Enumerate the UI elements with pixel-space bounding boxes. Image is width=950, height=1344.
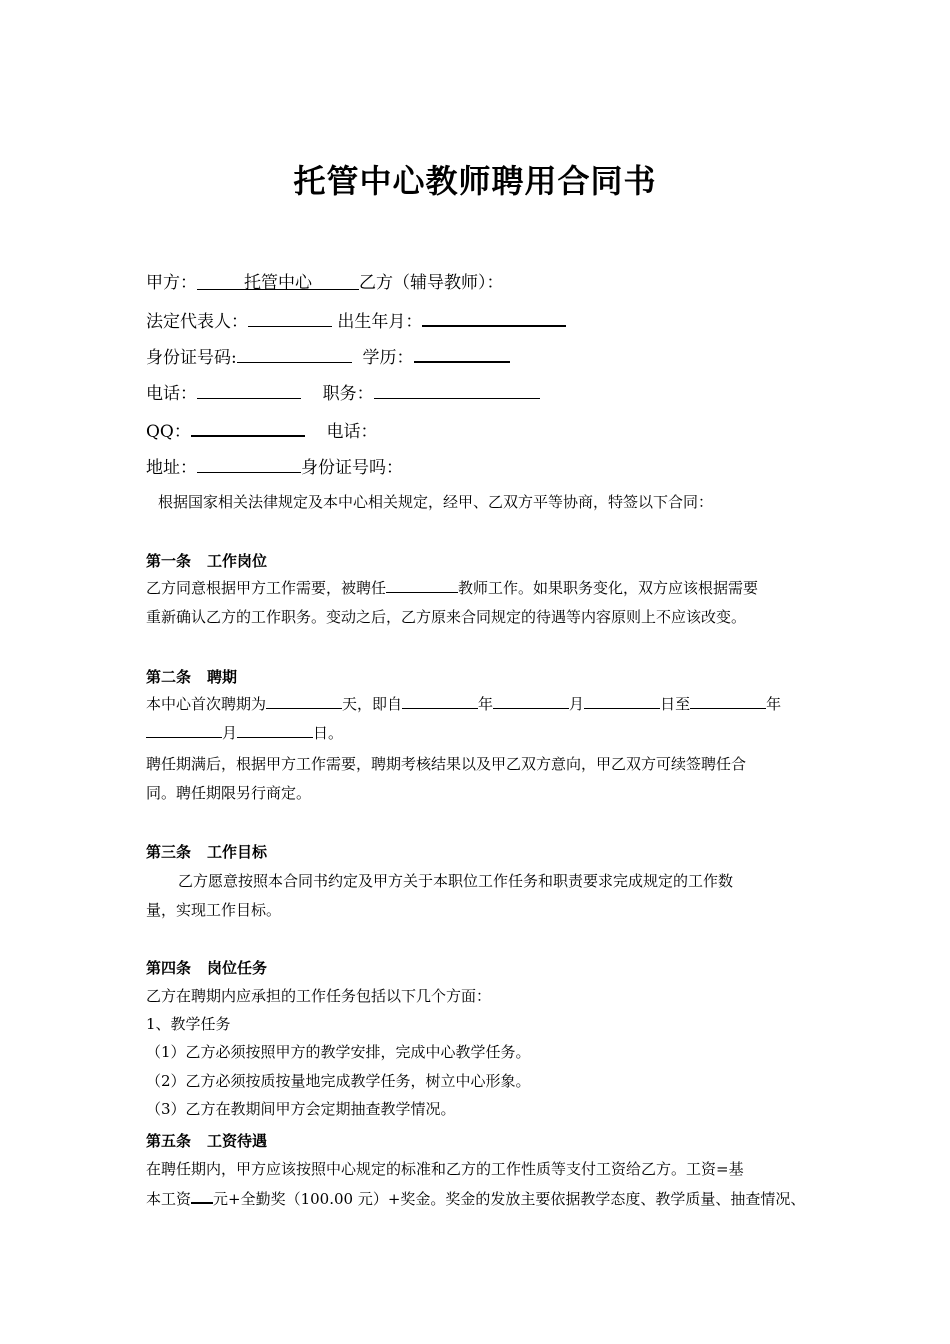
article2-line2	[146, 721, 343, 745]
article1-text-b: 教师工作。如果职务变化，双方应该根据需要	[458, 579, 759, 597]
legal-rep-line	[146, 307, 566, 334]
article4-number: 第四条	[146, 959, 192, 977]
article5-text-b: 元+全勤奖（100.00 元）+奖金。奖金的发放主要依据教学态度、教学质量、抽查情况、	[213, 1190, 806, 1208]
legal-rep-label: 法定代表人：	[146, 312, 248, 332]
article2-line4: 同。聘任期限另行商定。	[146, 784, 312, 802]
article4-item: （3）乙方在教期间甲方会定期抽查教学情况。	[146, 1100, 456, 1118]
address-label: 地址：	[146, 458, 197, 478]
article1-text-a: 乙方同意根据甲方工作需要，被聘任	[146, 579, 387, 597]
qq-line	[146, 417, 378, 444]
article1-heading	[146, 550, 267, 571]
start-day-blank	[584, 692, 660, 709]
phone-label: 电话：	[146, 384, 197, 404]
birth-field	[422, 307, 566, 327]
article5-title: 工资待遇	[207, 1132, 268, 1150]
intro-text: 根据国家相关法律规定及本中心相关规定，经甲、乙双方平等协商，特签以下合同：	[158, 493, 714, 511]
article1-blank	[386, 576, 458, 593]
article1-number: 第一条	[146, 552, 192, 570]
article2-text-g: 月	[222, 724, 238, 742]
article2-text-c: 年	[478, 695, 494, 713]
article5-number: 第五条	[146, 1132, 192, 1150]
birth-label: 出生年月：	[337, 312, 423, 332]
article2-line1	[146, 692, 781, 716]
start-month-blank	[493, 692, 569, 709]
article1-line2: 重新确认乙方的工作职务。变动之后，乙方原来合同规定的待遇等内容原则上不应该改变。	[146, 608, 747, 626]
days-blank	[266, 692, 342, 709]
article2-heading	[146, 666, 237, 687]
article3-heading	[146, 841, 267, 862]
article2-line3: 聘任期满后，根据甲方工作需要，聘期考核结果以及甲乙双方意向，甲乙双方可续签聘任合	[146, 755, 747, 773]
party-line	[146, 271, 504, 295]
article2-text-h: 日。	[313, 724, 344, 742]
article3-line2: 量，实现工作目标。	[146, 901, 282, 919]
article2-text-d: 月	[569, 695, 585, 713]
position-field	[374, 380, 540, 399]
party-a-field	[197, 271, 359, 293]
position-label: 职务：	[322, 384, 374, 404]
base-salary-blank	[191, 1186, 213, 1204]
article2-text-a: 本中心首次聘期为	[146, 695, 267, 713]
party-a-label: 甲方：	[146, 273, 197, 293]
end-month-blank	[146, 721, 222, 738]
address-field	[197, 454, 301, 473]
document-title: 托管中心教师聘用合同书	[293, 162, 657, 200]
article4-line1: 乙方在聘期内应承担的工作任务包括以下几个方面：	[146, 987, 492, 1005]
article3-line1: 乙方愿意按照本合同书约定及甲方关于本职位工作任务和职责要求完成规定的工作数	[178, 872, 734, 890]
party-a-value: 托管中心	[244, 273, 312, 293]
id-label: 身份证号码:	[146, 348, 237, 368]
party-b-label: 乙方（辅导教师）：	[359, 273, 504, 293]
article5-heading	[146, 1130, 267, 1151]
article4-item: （1）乙方必须按照甲方的教学安排，完成中心教学任务。	[146, 1043, 531, 1061]
article1-title: 工作岗位	[207, 552, 268, 570]
article4-item: （2）乙方必须按质按量地完成教学任务，树立中心形象。	[146, 1072, 531, 1090]
article2-text-f: 年	[766, 695, 782, 713]
id-line	[146, 343, 510, 370]
education-field	[414, 343, 510, 363]
phone2-label: 电话：	[326, 422, 378, 442]
article2-text-e: 日至	[660, 695, 691, 713]
article2-text-b: 天，即自	[342, 695, 403, 713]
article4-heading	[146, 957, 267, 978]
id2-label: 身份证号吗：	[301, 458, 403, 478]
end-day-blank	[237, 721, 313, 738]
address-line	[146, 454, 403, 480]
end-year-blank	[690, 692, 766, 709]
education-label: 学历：	[362, 348, 414, 368]
legal-rep-field	[248, 308, 332, 327]
article4-line2: 1、教学任务	[146, 1015, 231, 1033]
qq-field	[191, 417, 305, 437]
qq-label: QQ：	[146, 422, 191, 442]
article2-number: 第二条	[146, 668, 192, 686]
article5-line2	[146, 1186, 805, 1211]
article5-text-a: 本工资	[146, 1190, 192, 1208]
article2-title: 聘期	[207, 668, 238, 686]
article3-number: 第三条	[146, 843, 192, 861]
article4-title: 岗位任务	[207, 959, 268, 977]
article3-title: 工作目标	[207, 843, 268, 861]
article5-line1: 在聘任期内，甲方应该按照中心规定的标准和乙方的工作性质等支付工资给乙方。工资=基	[146, 1160, 744, 1178]
phone-field	[197, 380, 301, 399]
phone-line	[146, 380, 540, 406]
id-field	[237, 344, 352, 363]
article1-line1	[146, 576, 758, 600]
start-year-blank	[402, 692, 478, 709]
